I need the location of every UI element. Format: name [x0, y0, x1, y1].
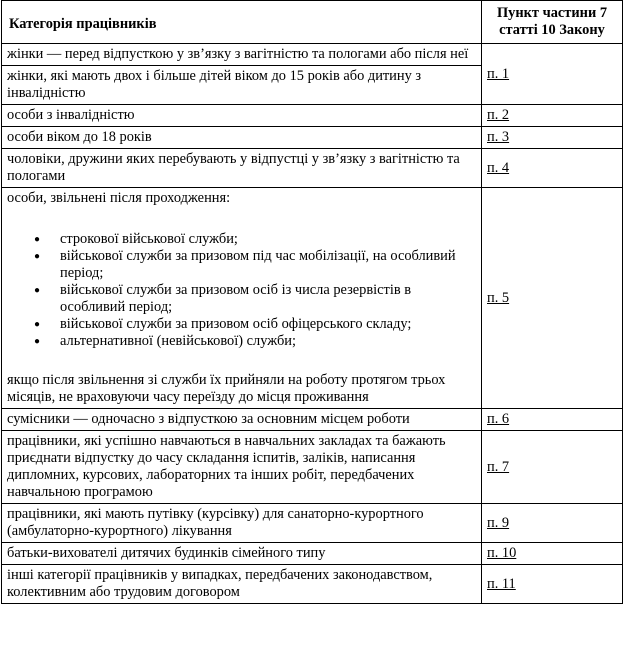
table-row [2, 149, 623, 188]
category-cell: працівники, які мають путівку (курсівку) для санаторно-курортного (амбулаторно-курортного) лікування [2, 504, 482, 543]
category-cell: чоловіки, дружини яких перебувають у відпустці у зв’язку з вагітністю та пологами [2, 149, 482, 188]
reference-link[interactable]: п. 9 [487, 514, 510, 531]
list-item: ● строкової військової служби; [34, 231, 238, 247]
reference-cell [482, 188, 623, 409]
reference-cell [482, 504, 623, 543]
reference-cell [482, 44, 623, 105]
reference-link[interactable]: п. 10 [487, 545, 517, 561]
category-cell: сумісники — одночасно з відпусткою за основним місцем роботи [2, 409, 482, 431]
reference-link[interactable]: п. 1 [487, 65, 510, 82]
reference-link[interactable]: п. 2 [487, 107, 510, 123]
column-header-category: Категорія працівників [2, 1, 482, 44]
bullet-icon: ● [34, 234, 41, 245]
table-row [2, 127, 623, 149]
bullet-icon: ● [34, 336, 41, 347]
category-cell: жінки, які мають двох і більше дітей віком до 15 років або дитину з інвалідністю [2, 66, 482, 105]
reference-link[interactable]: п. 6 [487, 411, 510, 427]
category-cell: жінки — перед відпусткою у зв’язку з вагітністю та пологами або після неї [2, 44, 482, 66]
reference-cell [482, 409, 623, 431]
reference-cell [482, 543, 623, 565]
column-header-reference: Пункт частини 7 статті 10 Закону [482, 1, 623, 44]
reference-cell [482, 565, 623, 604]
bullet-icon: ● [34, 285, 41, 296]
service-list [7, 231, 476, 350]
category-cell [2, 188, 482, 409]
bullet-icon: ● [34, 251, 41, 262]
category-cell: працівники, які успішно навчаються в навчальних закладах та бажають приєднати відпустку до часу складання іспитів, заліків, написання дипломних, курсових, лабораторних та інших робіт, передбачених навчальною програмою [2, 431, 482, 504]
category-cell: особи з інвалідністю [2, 105, 482, 127]
reference-cell [482, 127, 623, 149]
table-row [2, 44, 623, 66]
table-row [2, 105, 623, 127]
category-intro: особи, звільнені після проходження: [7, 190, 231, 206]
list-item: ● військової служби за призовом осіб із числа резервістів в особливий період; [34, 282, 412, 315]
reference-cell [482, 149, 623, 188]
table-row [2, 409, 623, 431]
workers-categories-table [1, 0, 623, 604]
category-cell: особи віком до 18 років [2, 127, 482, 149]
table-row [2, 565, 623, 604]
reference-link[interactable]: п. 4 [487, 159, 510, 176]
list-item: ● військової служби за призовом осіб офіцерського складу; [34, 316, 412, 332]
table-row [2, 504, 623, 543]
table-header-row [2, 1, 623, 44]
reference-link[interactable]: п. 3 [487, 129, 510, 145]
reference-link[interactable]: п. 11 [487, 575, 516, 592]
category-cell: батьки-вихователі дитячих будинків сімейного типу [2, 543, 482, 565]
category-note: якщо після звільнення зі служби їх прийняли на роботу протягом трьох місяців, не враховуючи часу переїзду до місця проживання [7, 372, 446, 405]
table-row [2, 543, 623, 565]
reference-link[interactable]: п. 7 [487, 458, 510, 475]
list-item: ● альтернативної (невійськової) служби; [34, 333, 296, 349]
table-row [2, 188, 623, 409]
list-item: ● військової служби за призовом під час мобілізації, на особливий період; [34, 248, 456, 281]
category-cell: інші категорії працівників у випадках, передбачених законодавством, колективним або трудовим договором [2, 565, 482, 604]
bullet-icon: ● [34, 319, 41, 330]
reference-link[interactable]: п. 5 [487, 289, 510, 306]
table-row [2, 431, 623, 504]
reference-cell [482, 431, 623, 504]
reference-cell [482, 105, 623, 127]
